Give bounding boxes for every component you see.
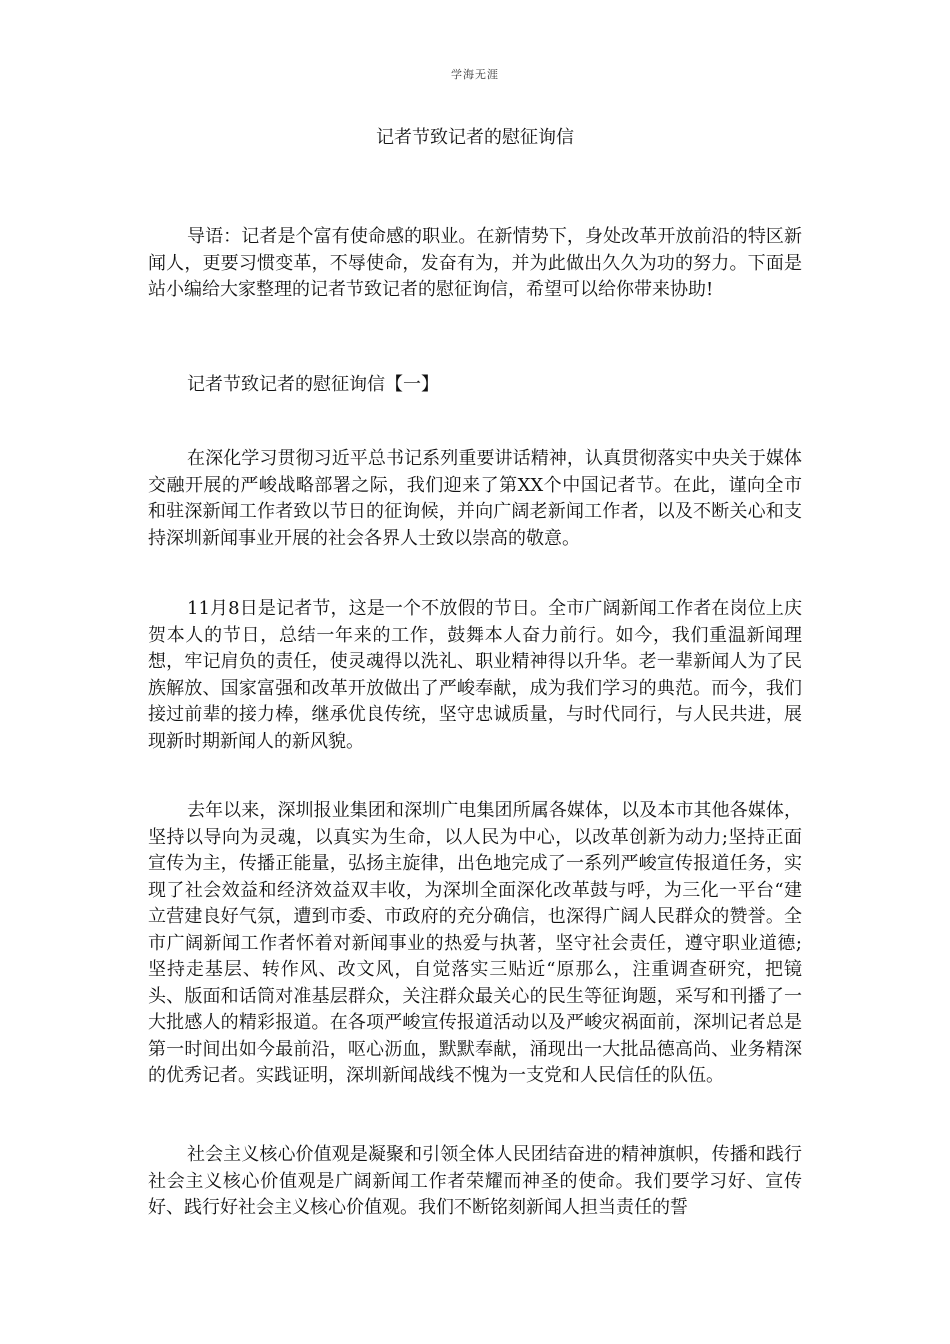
body-paragraph-1: 在深化学习贯彻习近平总书记系列重要讲话精神，认真贯彻落实中央关于媒体交融开展的严峻战略部署之际，我们迎来了第XX个中国记者节。在此，谨向全市和驻深新闻工作者致以节日的征询候，并向广阔老新闻工作者，以及不断关心和支持深圳新闻事业开展的社会各界人士致以崇高的敬意。 xyxy=(148,448,802,549)
body-paragraph-2: 11月8日是记者节，这是一个不放假的节日。全市广阔新闻工作者在岗位上庆贺本人的节日，总结一年来的工作，鼓舞本人奋力前行。如今，我们重温新闻理想，牢记肩负的责任，使灵魂得以洗礼、职业精神得以升华。老一辈新闻人为了民族解放、国家富强和改革开放做出了严峻奉献，成为我们学习的典范。而今，我们接过前辈的接力棒，继承优良传统，坚守忠诚质量，与时代同行，与人民共进，展现新时期新闻人的新风貌。 xyxy=(148,598,802,752)
intro-paragraph: 导语：记者是个富有使命感的职业。在新情势下，身处改革开放前沿的特区新闻人，更要习惯变革，不辱使命，发奋有为，并为此做出久久为功的努力。下面是站小编给大家整理的记者节致记者的慰征询信，希望可以给你带来协助! xyxy=(148,226,802,300)
body-paragraph-3: 去年以来，深圳报业集团和深圳广电集团所属各媒体，以及本市其他各媒体，坚持以导向为灵魂，以真实为生命，以人民为中心，以改革创新为动力;坚持正面宣传为主，传播正能量，弘扬主旋律，出色地完成了一系列严峻宣传报道任务，实现了社会效益和经济效益双丰收，为深圳全面深化改革鼓与呼，为三化一平台“建立营建良好气氛，遭到市委、市政府的充分确信，也深得广阔人民群众的赞誉。全市广阔新闻工作者怀着对新闻事业的热爱与执著，坚守社会责任，遵守职业道德;坚持走基层、转作风、改文风，自觉落实三贴近“原那么，注重调查研究，把镜头、版面和话筒对准基层群众，关注群众最关心的民生等征询题，采写和刊播了一大批感人的精彩报道。在各项严峻宣传报道活动以及严峻灾祸面前，深圳记者总是第一时间出如今最前沿，呕心沥血，默默奉献，涌现出一大批品德高尚、业务精深的优秀记者。实践证明，深圳新闻战线不愧为一支党和人民信任的队伍。 xyxy=(148,800,802,1086)
document-title: 记者节致记者的慰征询信 xyxy=(376,127,574,148)
page-header-watermark: 学海无涯 xyxy=(451,68,499,81)
section-heading: 记者节致记者的慰征询信【一】 xyxy=(187,374,439,395)
body-paragraph-4: 社会主义核心价值观是凝聚和引领全体人民团结奋进的精神旗帜，传播和践行社会主义核心价值观是广阔新闻工作者荣耀而神圣的使命。我们要学习好、宣传好、践行好社会主义核心价值观。我们不断铭刻新闻人担当责任的誓 xyxy=(148,1144,802,1218)
